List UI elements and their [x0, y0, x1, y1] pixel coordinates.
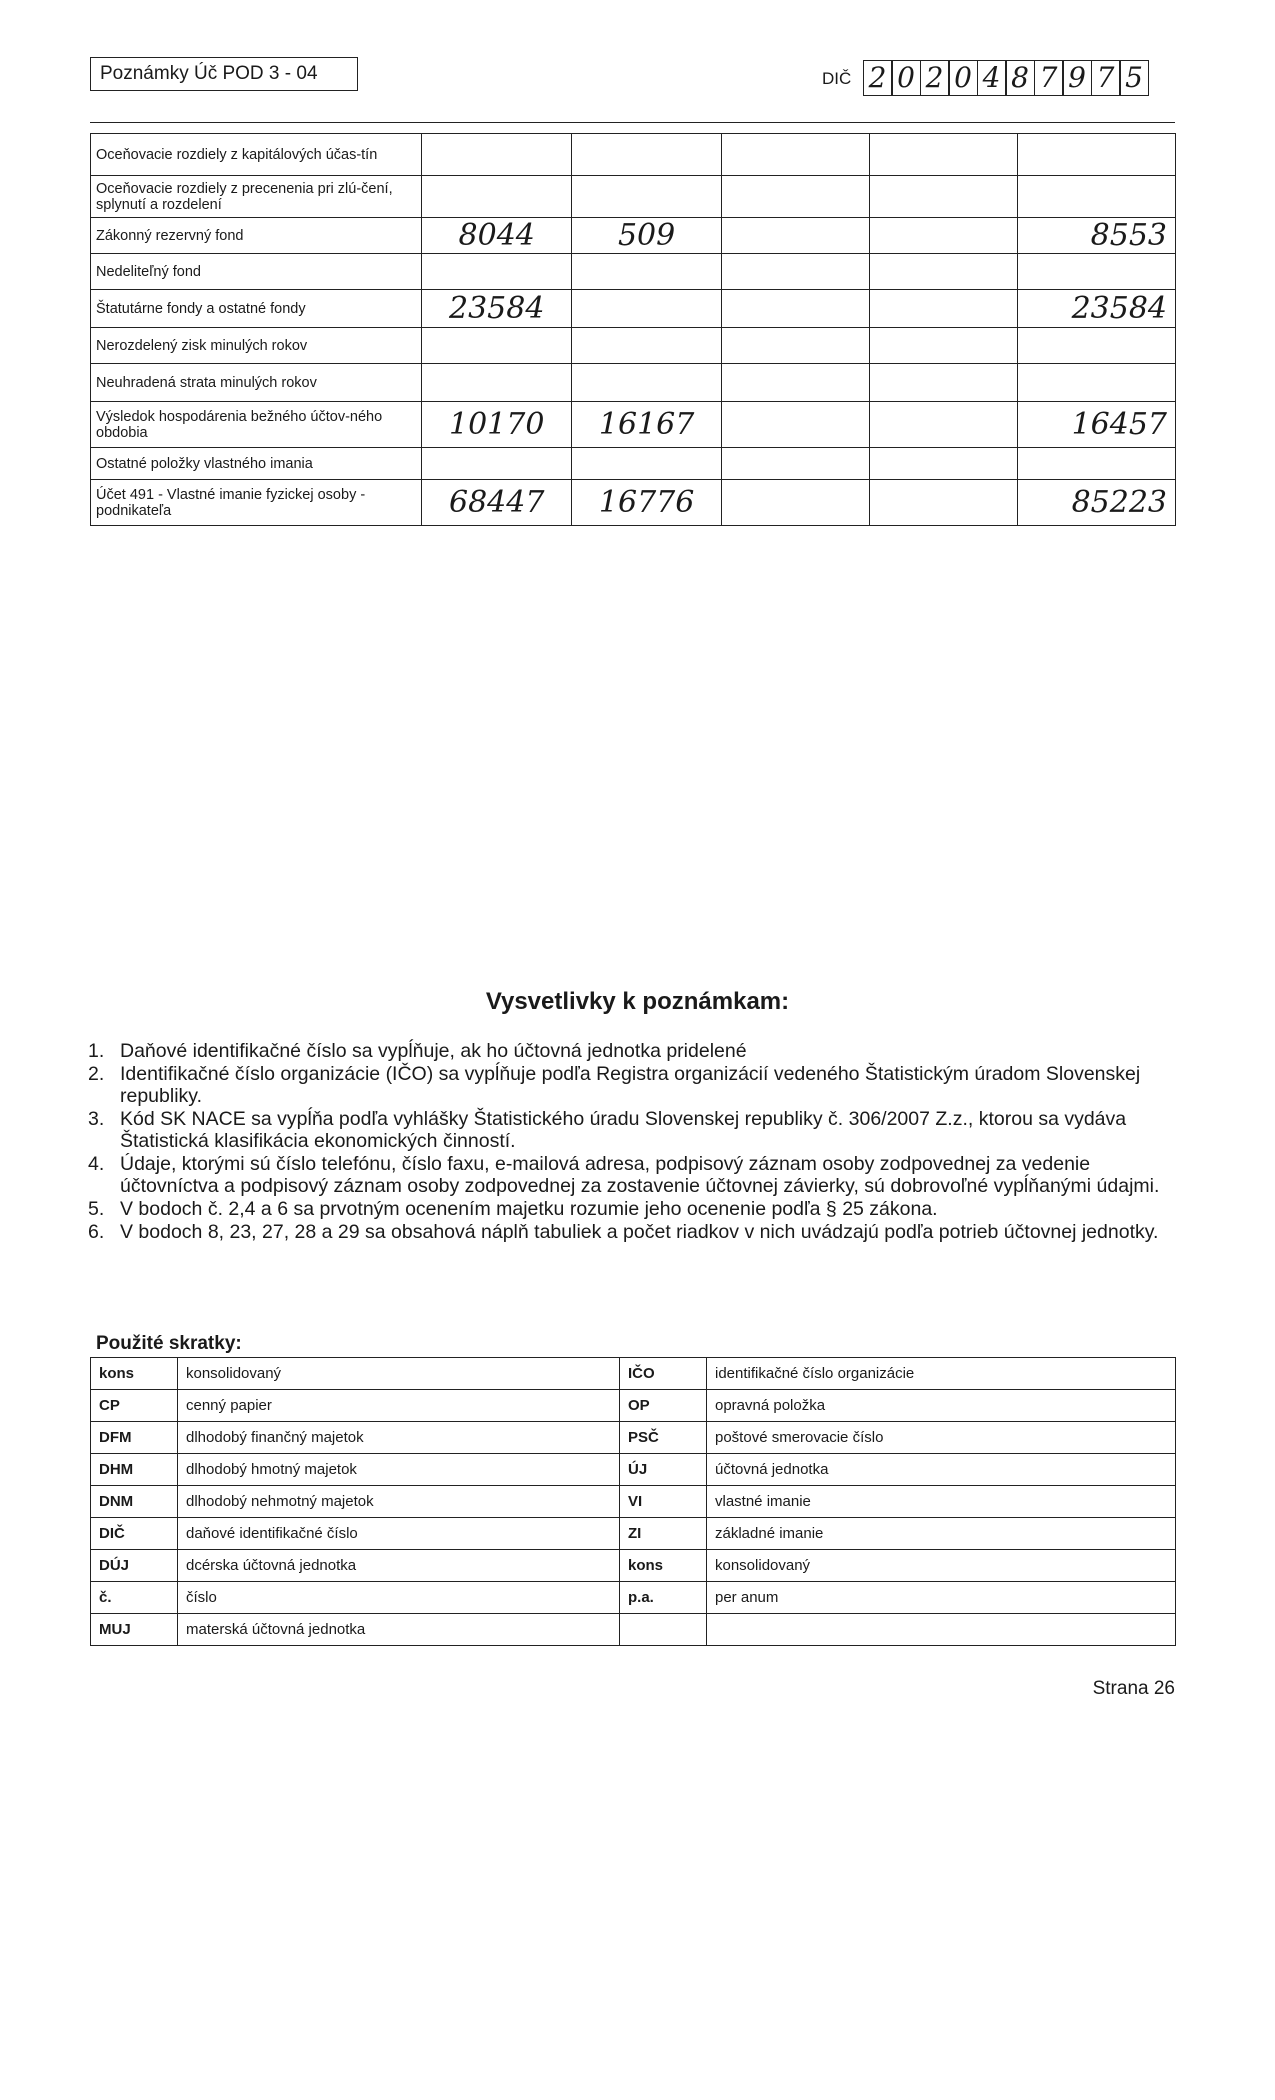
- equity-cell-value: 8044: [422, 218, 572, 254]
- abbreviations-table: [90, 1357, 1176, 1646]
- equity-cell-value: [422, 328, 572, 364]
- equity-cell-value: [422, 364, 572, 402]
- abbreviation-meaning: konsolidovaný: [178, 1358, 620, 1390]
- explanation-number: 3.: [88, 1108, 105, 1130]
- explanation-text: V bodoch 8, 23, 27, 28 a 29 sa obsahová náplň tabuliek a počet riadkov v nich uvádzajú podľa potrieb účtovnej jednotky.: [120, 1221, 1159, 1243]
- abbreviation-meaning: dlhodobý nehmotný majetok: [178, 1486, 620, 1518]
- equity-cell-value: [722, 328, 870, 364]
- equity-row: [91, 480, 1176, 526]
- explanation-number: 6.: [88, 1221, 105, 1243]
- equity-cell-value: 509: [572, 218, 722, 254]
- abbreviation-meaning: poštové smerovacie číslo: [707, 1422, 1176, 1454]
- explanation-text: Daňové identifikačné číslo sa vypĺňuje, ak ho účtovná jednotka pridelené: [120, 1040, 747, 1062]
- equity-cell-value: 68447: [422, 480, 572, 526]
- abbreviation-code: DHM: [91, 1454, 178, 1486]
- explanation-item: [88, 1153, 1178, 1197]
- abbreviation-code: ZI: [620, 1518, 707, 1550]
- equity-row-label: Výsledok hospodárenia bežného účtov-ného obdobia: [91, 402, 422, 448]
- equity-cell-value: [1018, 134, 1176, 176]
- explanation-text: Údaje, ktorými sú číslo telefónu, číslo faxu, e-mailová adresa, podpisový záznam osoby zodpovednej za vedenie účtovníctva a podpisový záznam osoby zodpovednej za zostavenie účtovnej závierky, sú dobrovoľné vypĺňanými údajmi.: [120, 1153, 1160, 1197]
- equity-row-label: Oceňovacie rozdiely z precenenia pri zlú-čení, splynutí a rozdelení: [91, 176, 422, 218]
- equity-row: [91, 134, 1176, 176]
- abbreviation-row: [91, 1390, 1176, 1422]
- equity-row: [91, 328, 1176, 364]
- dic-digit-box: 7: [1034, 60, 1064, 96]
- equity-cell-value: [422, 176, 572, 218]
- equity-cell-value: [870, 176, 1018, 218]
- equity-row: [91, 254, 1176, 290]
- equity-cell-value: 8553: [1018, 218, 1176, 254]
- equity-cell-value: [722, 448, 870, 480]
- dic-digit-box: 7: [1091, 60, 1121, 96]
- equity-cell-value: 16457: [1018, 402, 1176, 448]
- abbreviation-row: [91, 1422, 1176, 1454]
- equity-row: [91, 364, 1176, 402]
- equity-cell-value: [422, 448, 572, 480]
- dic-digit-box: 8: [1005, 60, 1035, 96]
- explanation-item: [88, 1221, 1178, 1243]
- abbreviation-meaning: číslo: [178, 1582, 620, 1614]
- explanations-title: Vysvetlivky k poznámkam:: [485, 988, 790, 1015]
- equity-cell-value: [722, 480, 870, 526]
- equity-row-label: Oceňovacie rozdiely z kapitálových účas-tín: [91, 134, 422, 176]
- abbreviation-meaning: konsolidovaný: [707, 1550, 1176, 1582]
- explanation-number: 2.: [88, 1063, 105, 1085]
- abbreviation-code: [620, 1614, 707, 1646]
- explanations-list: [88, 1040, 1178, 1244]
- abbreviation-meaning: účtovná jednotka: [707, 1454, 1176, 1486]
- equity-row: [91, 448, 1176, 480]
- equity-cell-value: 10170: [422, 402, 572, 448]
- abbreviation-meaning: identifikačné číslo organizácie: [707, 1358, 1176, 1390]
- equity-row-label: Nerozdelený zisk minulých rokov: [91, 328, 422, 364]
- dic-digit-box: 5: [1119, 60, 1149, 96]
- equity-cell-value: 23584: [422, 290, 572, 328]
- equity-cell-value: [870, 134, 1018, 176]
- explanation-text: V bodoch č. 2,4 a 6 sa prvotným ocenením majetku rozumie jeho ocenenie podľa § 25 zákona.: [120, 1198, 938, 1220]
- dic-digit-boxes: [864, 60, 1149, 96]
- abbreviation-code: MUJ: [91, 1614, 178, 1646]
- equity-cell-value: [722, 290, 870, 328]
- equity-cell-value: [870, 254, 1018, 290]
- page-number: Strana 26: [1092, 1678, 1175, 1699]
- abbreviation-row: [91, 1582, 1176, 1614]
- abbreviation-meaning: vlastné imanie: [707, 1486, 1176, 1518]
- equity-cell-value: 85223: [1018, 480, 1176, 526]
- equity-row-label: Nedeliteľný fond: [91, 254, 422, 290]
- equity-row-label: Štatutárne fondy a ostatné fondy: [91, 290, 422, 328]
- abbreviation-meaning: základné imanie: [707, 1518, 1176, 1550]
- abbreviation-row: [91, 1550, 1176, 1582]
- equity-cell-value: 16776: [572, 480, 722, 526]
- header-divider: [90, 122, 1175, 123]
- equity-row: [91, 290, 1176, 328]
- abbreviations-title: Použité skratky:: [96, 1333, 242, 1354]
- equity-cell-value: [572, 364, 722, 402]
- dic-digit-box: 4: [977, 60, 1007, 96]
- equity-cell-value: [722, 364, 870, 402]
- equity-row-label: Účet 491 - Vlastné imanie fyzickej osoby - podnikateľa: [91, 480, 422, 526]
- explanation-text: Kód SK NACE sa vypĺňa podľa vyhlášky Štatistického úradu Slovenskej republiky č. 306/2007 Z.z., ktorou sa vydáva Štatistická klasifikácia ekonomických činností.: [120, 1108, 1127, 1152]
- equity-cell-value: [572, 254, 722, 290]
- equity-cell-value: [572, 134, 722, 176]
- dic-digit-box: 0: [948, 60, 978, 96]
- explanation-item: [88, 1063, 1178, 1107]
- equity-cell-value: [1018, 364, 1176, 402]
- equity-cell-value: [1018, 176, 1176, 218]
- form-id-box: Poznámky Úč POD 3 - 04: [90, 57, 358, 91]
- dic-digit-box: 2: [863, 60, 893, 96]
- explanation-text: Identifikačné číslo organizácie (IČO) sa vypĺňuje podľa Registra organizácií vedeného Štatistickým úradom Slovenskej republiky.: [120, 1063, 1141, 1107]
- abbreviation-code: PSČ: [620, 1422, 707, 1454]
- abbreviation-meaning: dlhodobý hmotný majetok: [178, 1454, 620, 1486]
- equity-cell-value: [870, 328, 1018, 364]
- equity-cell-value: [722, 134, 870, 176]
- abbreviation-meaning: dlhodobý finančný majetok: [178, 1422, 620, 1454]
- equity-row: [91, 176, 1176, 218]
- equity-cell-value: [870, 290, 1018, 328]
- dic-digit-box: 9: [1062, 60, 1092, 96]
- equity-cell-value: [1018, 448, 1176, 480]
- abbreviation-code: IČO: [620, 1358, 707, 1390]
- explanation-number: 4.: [88, 1153, 105, 1175]
- abbreviation-code: OP: [620, 1390, 707, 1422]
- equity-row-label: Neuhradená strata minulých rokov: [91, 364, 422, 402]
- abbreviation-meaning: dcérska účtovná jednotka: [178, 1550, 620, 1582]
- equity-cell-value: [722, 176, 870, 218]
- abbreviation-code: CP: [91, 1390, 178, 1422]
- abbreviation-code: č.: [91, 1582, 178, 1614]
- abbreviation-meaning: per anum: [707, 1582, 1176, 1614]
- abbreviation-meaning: daňové identifikačné číslo: [178, 1518, 620, 1550]
- equity-cell-value: [722, 254, 870, 290]
- abbreviation-code: ÚJ: [620, 1454, 707, 1486]
- equity-row-label: Ostatné položky vlastného imania: [91, 448, 422, 480]
- abbreviation-meaning: materská účtovná jednotka: [178, 1614, 620, 1646]
- equity-cell-value: [422, 254, 572, 290]
- abbreviation-code: DÚJ: [91, 1550, 178, 1582]
- equity-cell-value: [1018, 254, 1176, 290]
- equity-cell-value: [1018, 328, 1176, 364]
- equity-cell-value: [870, 480, 1018, 526]
- explanation-item: [88, 1198, 1178, 1220]
- explanation-number: 1.: [88, 1040, 105, 1062]
- equity-cell-value: 23584: [1018, 290, 1176, 328]
- abbreviation-code: DNM: [91, 1486, 178, 1518]
- equity-cell-value: 16167: [572, 402, 722, 448]
- equity-row-label: Zákonný rezervný fond: [91, 218, 422, 254]
- equity-changes-table: [90, 133, 1176, 526]
- abbreviation-meaning: opravná položka: [707, 1390, 1176, 1422]
- dic-digit-box: 0: [891, 60, 921, 96]
- equity-cell-value: [572, 328, 722, 364]
- abbreviation-code: DIČ: [91, 1518, 178, 1550]
- equity-cell-value: [870, 402, 1018, 448]
- explanation-item: [88, 1040, 1178, 1062]
- abbreviation-code: DFM: [91, 1422, 178, 1454]
- abbreviation-code: VI: [620, 1486, 707, 1518]
- explanation-number: 5.: [88, 1198, 105, 1220]
- equity-cell-value: [870, 448, 1018, 480]
- equity-row: [91, 218, 1176, 254]
- abbreviation-code: kons: [620, 1550, 707, 1582]
- equity-cell-value: [722, 218, 870, 254]
- abbreviation-row: [91, 1358, 1176, 1390]
- abbreviation-row: [91, 1518, 1176, 1550]
- explanation-item: [88, 1108, 1178, 1152]
- abbreviation-meaning: cenný papier: [178, 1390, 620, 1422]
- equity-cell-value: [722, 402, 870, 448]
- equity-cell-value: [422, 134, 572, 176]
- abbreviation-row: [91, 1614, 1176, 1646]
- equity-cell-value: [572, 176, 722, 218]
- abbreviation-code: kons: [91, 1358, 178, 1390]
- abbreviation-meaning: [707, 1614, 1176, 1646]
- abbreviation-row: [91, 1486, 1176, 1518]
- abbreviation-row: [91, 1454, 1176, 1486]
- equity-cell-value: [572, 290, 722, 328]
- dic-digit-box: 2: [920, 60, 950, 96]
- equity-row: [91, 402, 1176, 448]
- abbreviation-code: p.a.: [620, 1582, 707, 1614]
- dic-label: DIČ: [822, 69, 852, 88]
- equity-cell-value: [572, 448, 722, 480]
- equity-cell-value: [870, 364, 1018, 402]
- equity-cell-value: [870, 218, 1018, 254]
